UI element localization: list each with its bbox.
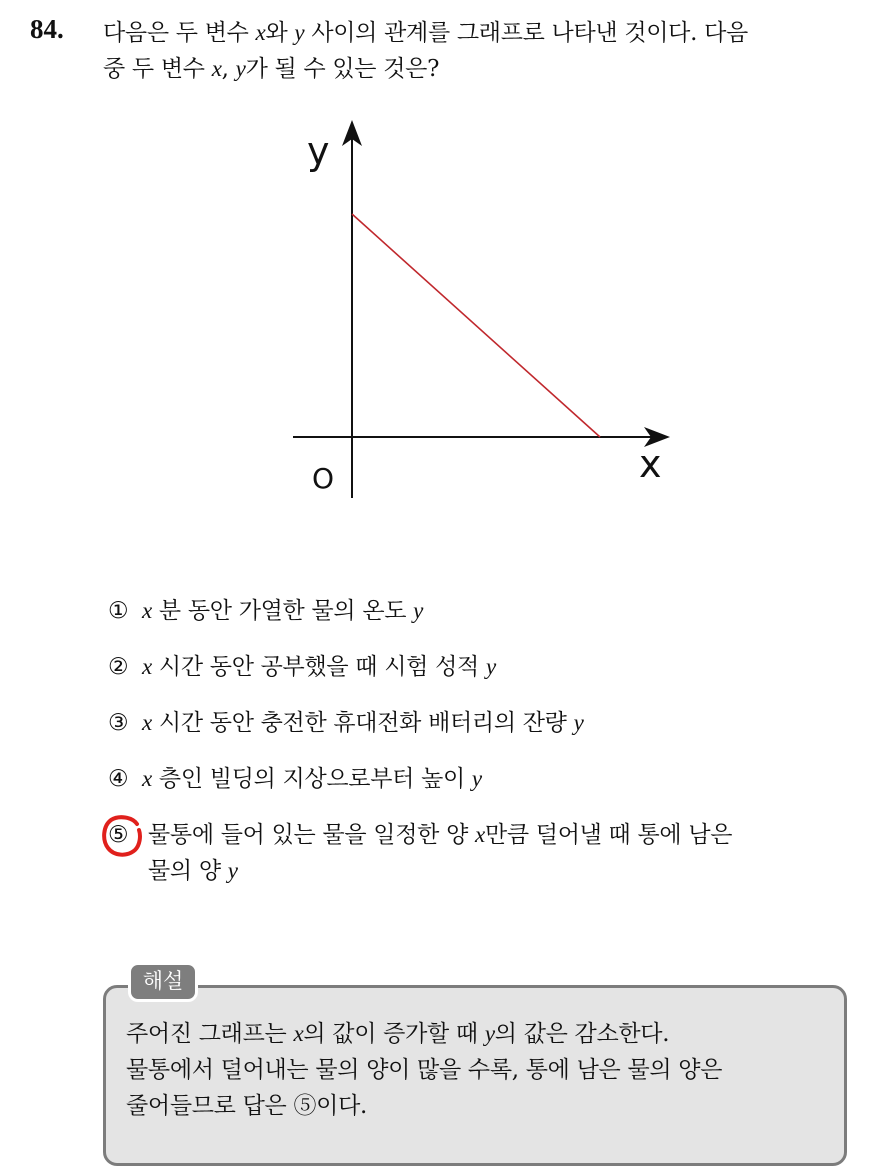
variable-y: y: [294, 20, 305, 45]
choice-text: 층인 빌딩의 지상으로부터 높이: [151, 766, 472, 792]
variable-x: x: [142, 654, 152, 679]
explanation-line-2: 물통에서 덜어내는 물의 양이 많을 수록, 통에 남은 물의 양은: [126, 1057, 723, 1083]
variable-y: y: [227, 858, 238, 883]
choice-2[interactable]: [108, 649, 848, 705]
question-number: 84.: [30, 14, 64, 44]
variable-x: x: [142, 710, 152, 735]
question-text-part: 가 될 수 있는 것은?: [245, 56, 440, 82]
choice-text: 물통에 들어 있는 물을 일정한 양: [148, 822, 476, 848]
variable-y: y: [471, 766, 482, 791]
choice-1[interactable]: [108, 593, 848, 649]
variable-x: x: [293, 1021, 304, 1046]
answer-choices: [108, 593, 848, 925]
variable-y: y: [485, 654, 496, 679]
question-line-1: [103, 15, 863, 51]
choice-5-body: [148, 817, 848, 889]
y-axis-label: y: [307, 129, 330, 173]
question-line-2: [103, 51, 863, 87]
explanation-text-part: 의 값이 증가할 때: [303, 1021, 485, 1047]
question-text-part: 와: [265, 20, 295, 46]
variable-y: y: [573, 710, 584, 735]
question-text-part: 중 두 변수: [103, 56, 212, 82]
choice-text: 물의 양: [148, 858, 228, 884]
question-text: [103, 15, 863, 87]
variable-x: x: [211, 56, 222, 81]
choice-text: 만큼 덜어낼 때 통에 남은: [484, 822, 733, 848]
choice-text: 분 동안 가열한 물의 온도: [151, 598, 414, 624]
explanation-label: 해설: [128, 962, 198, 1002]
choice-5-line-1: [148, 817, 848, 853]
explanation-line-3: 줄어들므로 답은 ⑤이다.: [126, 1093, 367, 1119]
question-text-part: 사이의 관계를 그래프로 나타낸 것이다. 다음: [304, 20, 748, 46]
explanation-text-part: 주어진 그래프는: [126, 1021, 294, 1047]
graph: [285, 112, 680, 502]
explanation-text-part: 의 값은 감소한다.: [494, 1021, 670, 1047]
choice-mark: ②: [108, 654, 129, 680]
explanation-line-1: [126, 1016, 836, 1052]
choice-mark: ③: [108, 710, 129, 736]
graph-line: [352, 214, 600, 437]
variable-x: x: [142, 598, 152, 623]
variable-x: x: [255, 20, 266, 45]
choice-text: 시간 동안 충전한 휴대전화 배터리의 잔량: [151, 710, 574, 736]
choice-mark: ④: [108, 766, 129, 792]
variable-y: y: [484, 1021, 495, 1046]
question-text-part: ,: [221, 56, 236, 82]
choice-mark-glyph: ⑤: [108, 822, 129, 848]
origin-label: O: [312, 462, 335, 495]
variable-x: x: [475, 822, 485, 847]
choice-5-line-2: [148, 853, 848, 889]
question-text-part: 다음은 두 변수: [103, 20, 256, 46]
choice-mark: [108, 817, 142, 853]
choice-text: 시간 동안 공부했을 때 시험 성적: [151, 654, 486, 680]
variable-y: y: [413, 598, 424, 623]
choice-mark: ①: [108, 598, 129, 624]
variable-x: x: [142, 766, 152, 791]
choice-4[interactable]: [108, 761, 848, 817]
x-axis-label: x: [639, 442, 662, 486]
explanation-text: [126, 1016, 836, 1124]
choice-3[interactable]: [108, 705, 848, 761]
choice-5[interactable]: [108, 817, 848, 925]
variable-y: y: [235, 56, 246, 81]
